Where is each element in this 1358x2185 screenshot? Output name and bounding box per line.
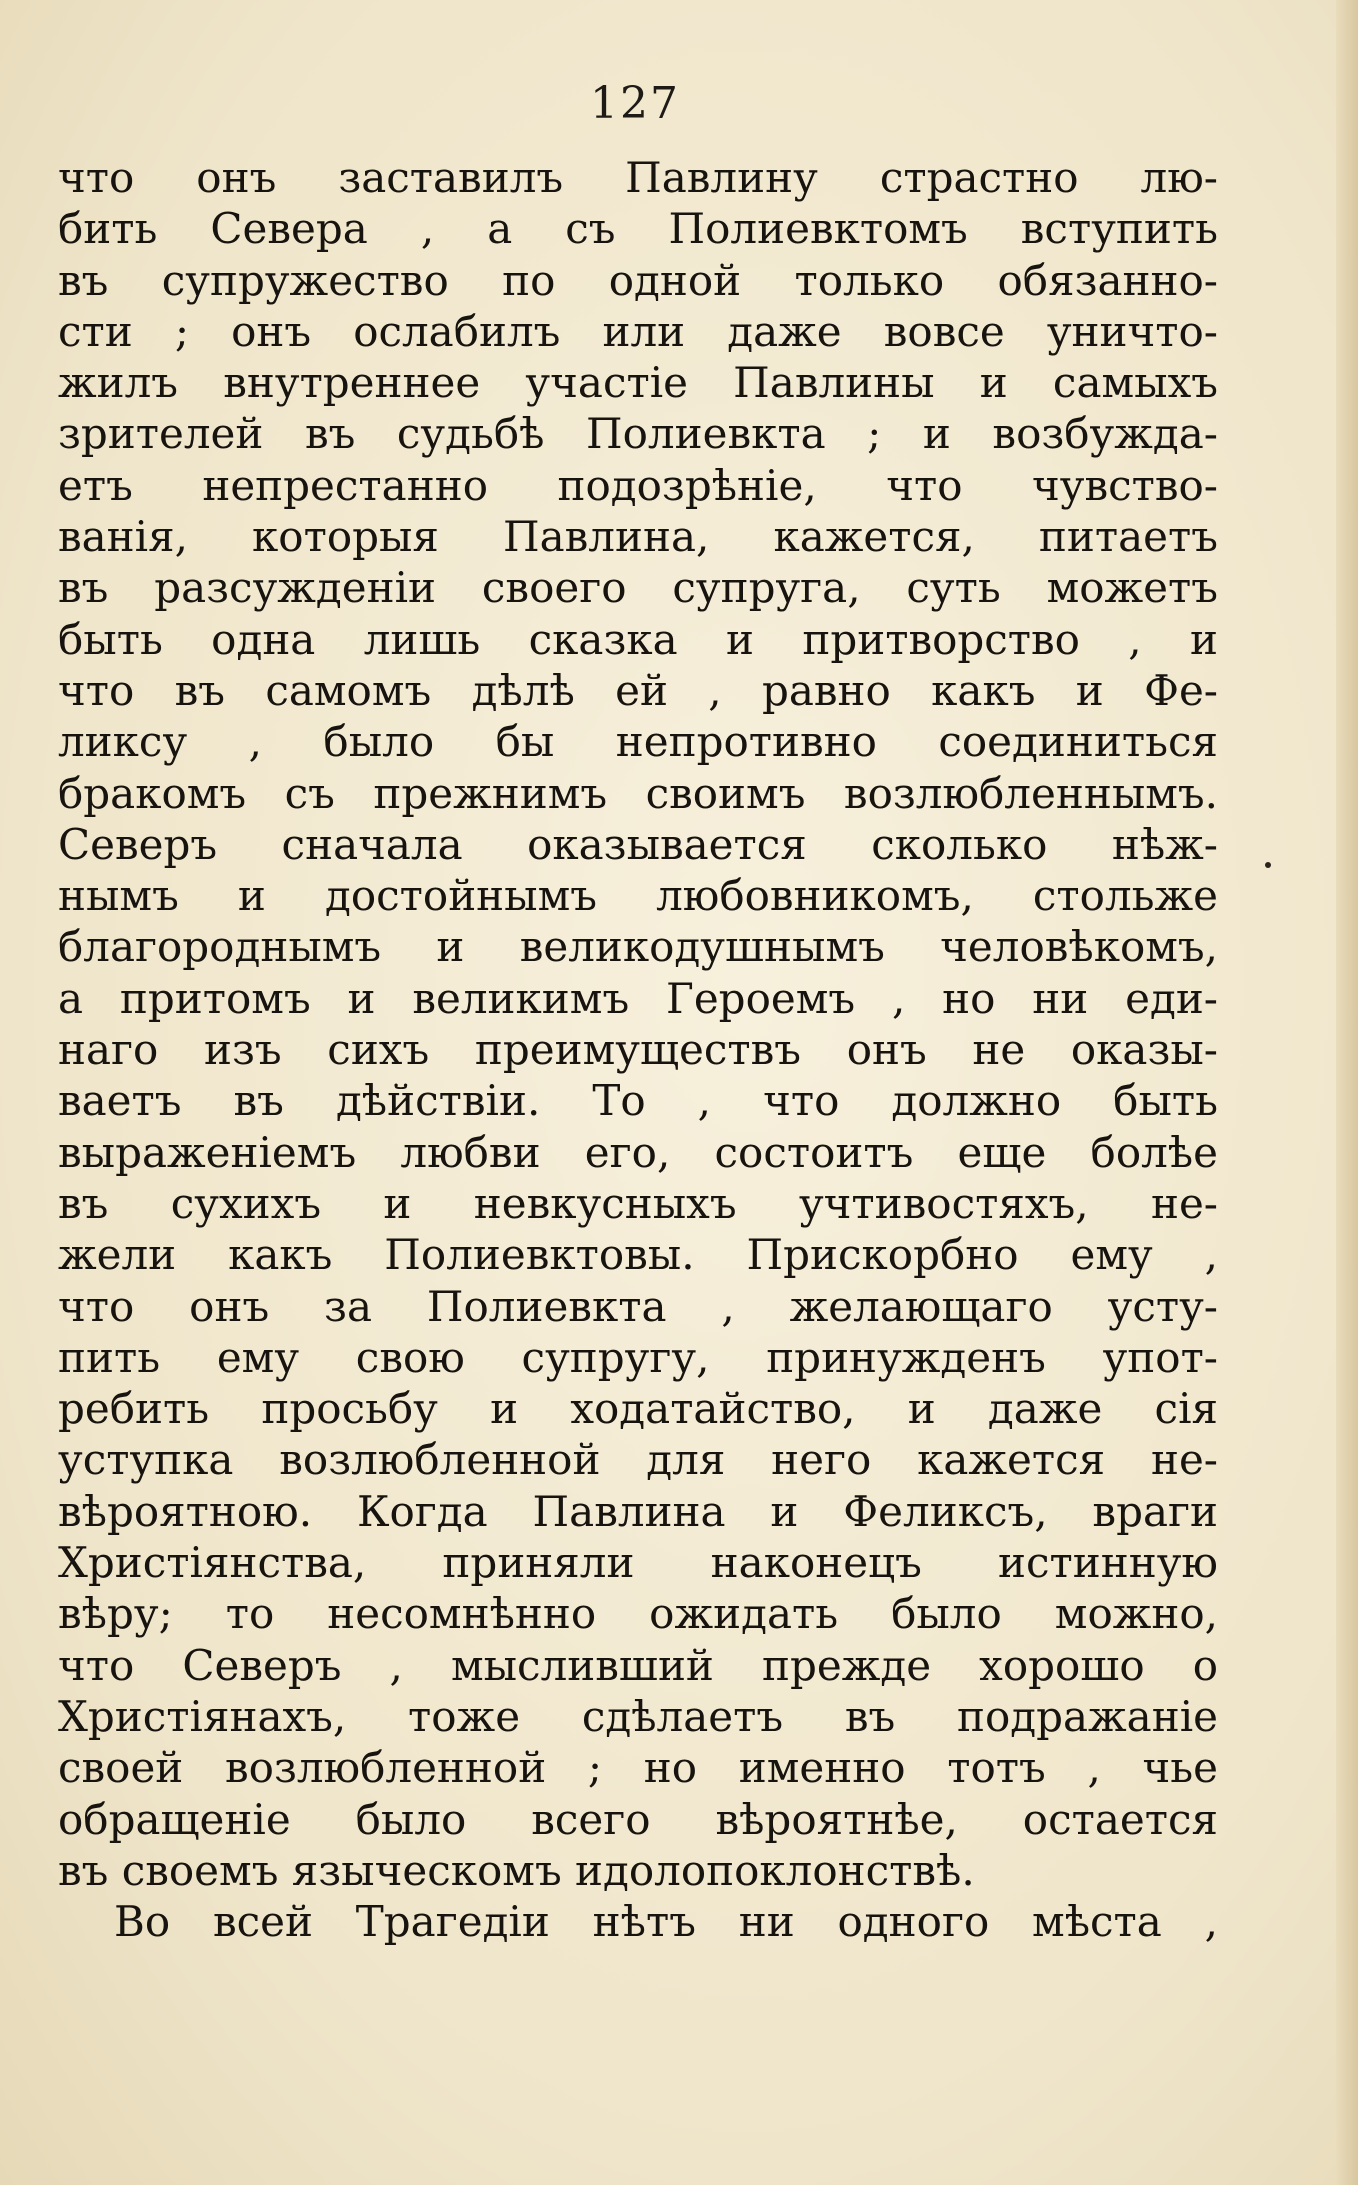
text-line: что онъ за Полиевкта , желающаго усту- (58, 1281, 1218, 1331)
text-line: пить ему свою супругу, принужденъ упот- (58, 1332, 1218, 1382)
body-text (58, 152, 1218, 1947)
text-line: зрителей въ судьбѣ Полиевкта ; и возбужда- (58, 409, 1218, 459)
text-line: ликсу , было бы непротивно соединиться (58, 717, 1218, 767)
ink-speck (1265, 862, 1271, 868)
text-line: вѣру; то несомнѣнно ожидать было можно, (58, 1589, 1218, 1639)
text-line: жели какъ Полиевктовы. Прискорбно ему , (58, 1230, 1218, 1280)
text-line: Северъ сначала оказывается сколько нѣж- (58, 819, 1218, 869)
text-line: а притомъ и великимъ Героемъ , но ни еди- (58, 973, 1218, 1023)
text-line: своей возлюбленной ; но именно тотъ , чье (58, 1743, 1218, 1793)
page-edge-shadow (1336, 0, 1358, 2185)
text-line: въ сухихъ и невкусныхъ учтивостяхъ, не- (58, 1178, 1218, 1228)
text-line: ваетъ въ дѣйствіи. То , что должно быть (58, 1076, 1218, 1126)
text-line: ребить просьбу и ходатайство, и даже сія (58, 1384, 1218, 1434)
text-line: нымъ и достойнымъ любовникомъ, стольже (58, 871, 1218, 921)
text-line: бракомъ съ прежнимъ своимъ возлюбленнымъ. (58, 768, 1218, 818)
text-line: благороднымъ и великодушнымъ человѣкомъ, (58, 922, 1218, 972)
text-line: что въ самомъ дѣлѣ ей , равно какъ и Фе- (58, 665, 1218, 715)
text-line: что онъ заставилъ Павлину страстно лю- (58, 153, 1218, 202)
text-line: уступка возлюбленной для него кажется не- (58, 1435, 1218, 1485)
text-line: въ разсужденіи своего супруга, суть можетъ (58, 563, 1218, 613)
text-line: ванія, которыя Павлина, кажется, питаетъ (58, 512, 1218, 562)
text-line: жилъ внутреннее участіе Павлины и самыхъ (58, 358, 1218, 408)
text-line: обращеніе было всего вѣроятнѣе, остается (58, 1794, 1218, 1844)
text-line: что Северъ , мысливший прежде хорошо о (58, 1640, 1218, 1690)
text-line-paragraph-start: Во всей Трагедіи нѣтъ ни одного мѣста , (114, 1897, 1218, 1947)
text-line-paragraph-end: въ своемъ языческомъ идолопоклонствѣ. (58, 1845, 975, 1895)
text-line: Христіянахъ, тоже сдѣлаетъ въ подражаніе (58, 1691, 1218, 1741)
text-line: Христіянства, приняли наконецъ истинную (58, 1538, 1218, 1588)
text-line: выраженіемъ любви его, состоитъ еще болѣе (58, 1127, 1218, 1177)
text-line: етъ непрестанно подозрѣніе, что чувство- (58, 460, 1218, 510)
page-number: 127 (590, 78, 680, 129)
text-line: быть одна лишь сказка и притворство , и (58, 614, 1218, 664)
text-line: вѣроятною. Когда Павлина и Феликсъ, враги (58, 1486, 1218, 1536)
text-line: наго изъ сихъ преимуществъ онъ не оказы- (58, 1025, 1218, 1075)
text-line: въ супружество по одной только обязанно- (58, 255, 1218, 305)
text-line: сти ; онъ ослабилъ или даже вовсе уничто- (58, 306, 1218, 356)
text-line: бить Севера , а съ Полиевктомъ вступить (58, 204, 1218, 254)
